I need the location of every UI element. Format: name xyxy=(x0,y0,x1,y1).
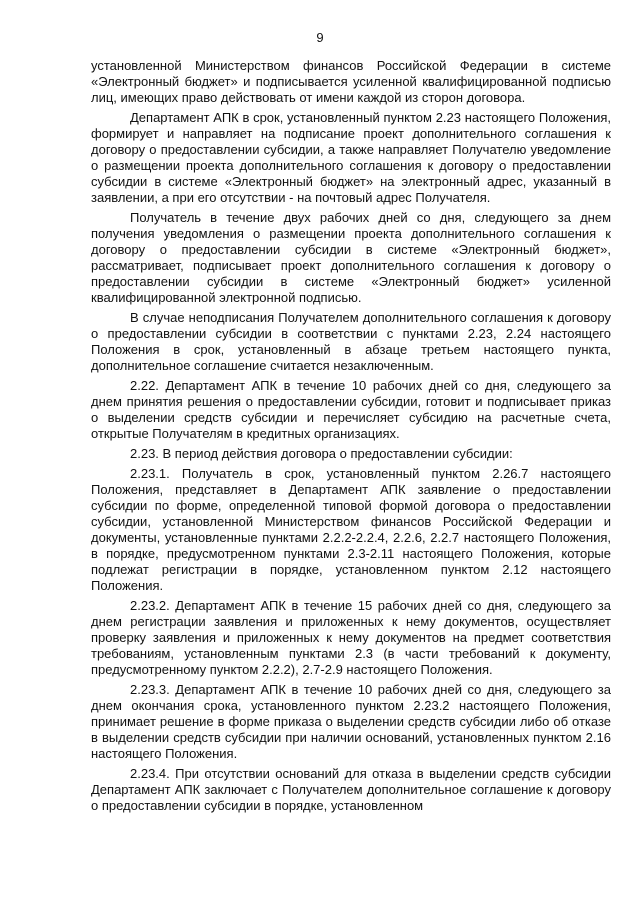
paragraph-2-23-3: 2.23.3. Департамент АПК в течение 10 рабочих дней со дня, следующего за днем окончания срока, установленного пунктом 2.23.2 настоящего Положения, принимает решение в форме приказа о выделении средств субсидии либо об отказе в выделении средств субсидии при наличии оснований, установленных пунктом 2.16 настоящего Положения. xyxy=(91,682,611,761)
paragraph-2-23-1: 2.23.1. Получатель в срок, установленный пунктом 2.26.7 настоящего Положения, представляет в Департамент АПК заявление о предоставлении субсидии по форме, определенной типовой формой договора о предоставлении субсидии, установленной Министерством финансов Российской Федерации и документы, установленные пунктами 2.2.2-2.2.4, 2.2.6, 2.2.7 настоящего Положения, в порядке, предусмотренном пунктами 2.3-2.11 настоящего Положения, которые подлежат регистрации в порядке, установленном пунктом 2.12 настоящего Положения. xyxy=(91,466,611,593)
paragraph-continuation: установленной Министерством финансов Российской Федерации в системе «Электронный бюджет» и подписывается усиленной квалифицированной подписью лиц, имеющих право действовать от имени каждой из сторон договора. xyxy=(91,58,611,105)
document-body xyxy=(91,58,611,818)
paragraph-2-22: 2.22. Департамент АПК в течение 10 рабочих дней со дня, следующего за днем принятия решения о предоставлении субсидии, готовит и подписывает приказ о выделении средств субсидии и перечисляет субсидию на расчетные счета, открытые Получателям в кредитных организациях. xyxy=(91,378,611,441)
paragraph-2-23-4: 2.23.4. При отсутствии оснований для отказа в выделении средств субсидии Департамент АПК заключает с Получателем дополнительное соглашение к договору о предоставлении субсидии в порядке, установленном xyxy=(91,766,611,813)
paragraph-2-23-2: 2.23.2. Департамент АПК в течение 15 рабочих дней со дня, следующего за днем регистрации заявления и приложенных к нему документов, осуществляет проверку заявления и приложенных к нему документов на предмет соответствия требованиям, установленным пунктами 2.3 (в части требований к документу, предусмотренному пунктом 2.2.2), 2.7-2.9 настоящего Положения. xyxy=(91,598,611,677)
paragraph: Получатель в течение двух рабочих дней со дня, следующего за днем получения уведомления о размещении проекта дополнительного соглашения к договору о предоставлении субсидии в системе «Электронный бюджет», рассматривает, подписывает проект дополнительного соглашения к договору о предоставлении субсидии в системе «Электронный бюджет» усиленной квалифицированной электронной подписью. xyxy=(91,210,611,305)
paragraph: В случае неподписания Получателем дополнительного соглашения к договору о предоставлении субсидии в соответствии с пунктами 2.23, 2.24 настоящего Положения в срок, установленный в абзаце третьем настоящего пункта, дополнительное соглашение считается незаключенным. xyxy=(91,310,611,373)
paragraph-2-23: 2.23. В период действия договора о предоставлении субсидии: xyxy=(130,446,513,461)
paragraph: Департамент АПК в срок, установленный пунктом 2.23 настоящего Положения, формирует и направляет на подписание проект дополнительного соглашения к договору о предоставлении субсидии, а также направляет Получателю уведомление о размещении проекта дополнительного соглашения к договору о предоставлении субсидии в системе «Электронный бюджет» на электронный адрес, указанный в заявлении, а при его отсутствии - на почтовый адрес Получателя. xyxy=(91,110,611,205)
page-number: 9 xyxy=(316,30,324,45)
